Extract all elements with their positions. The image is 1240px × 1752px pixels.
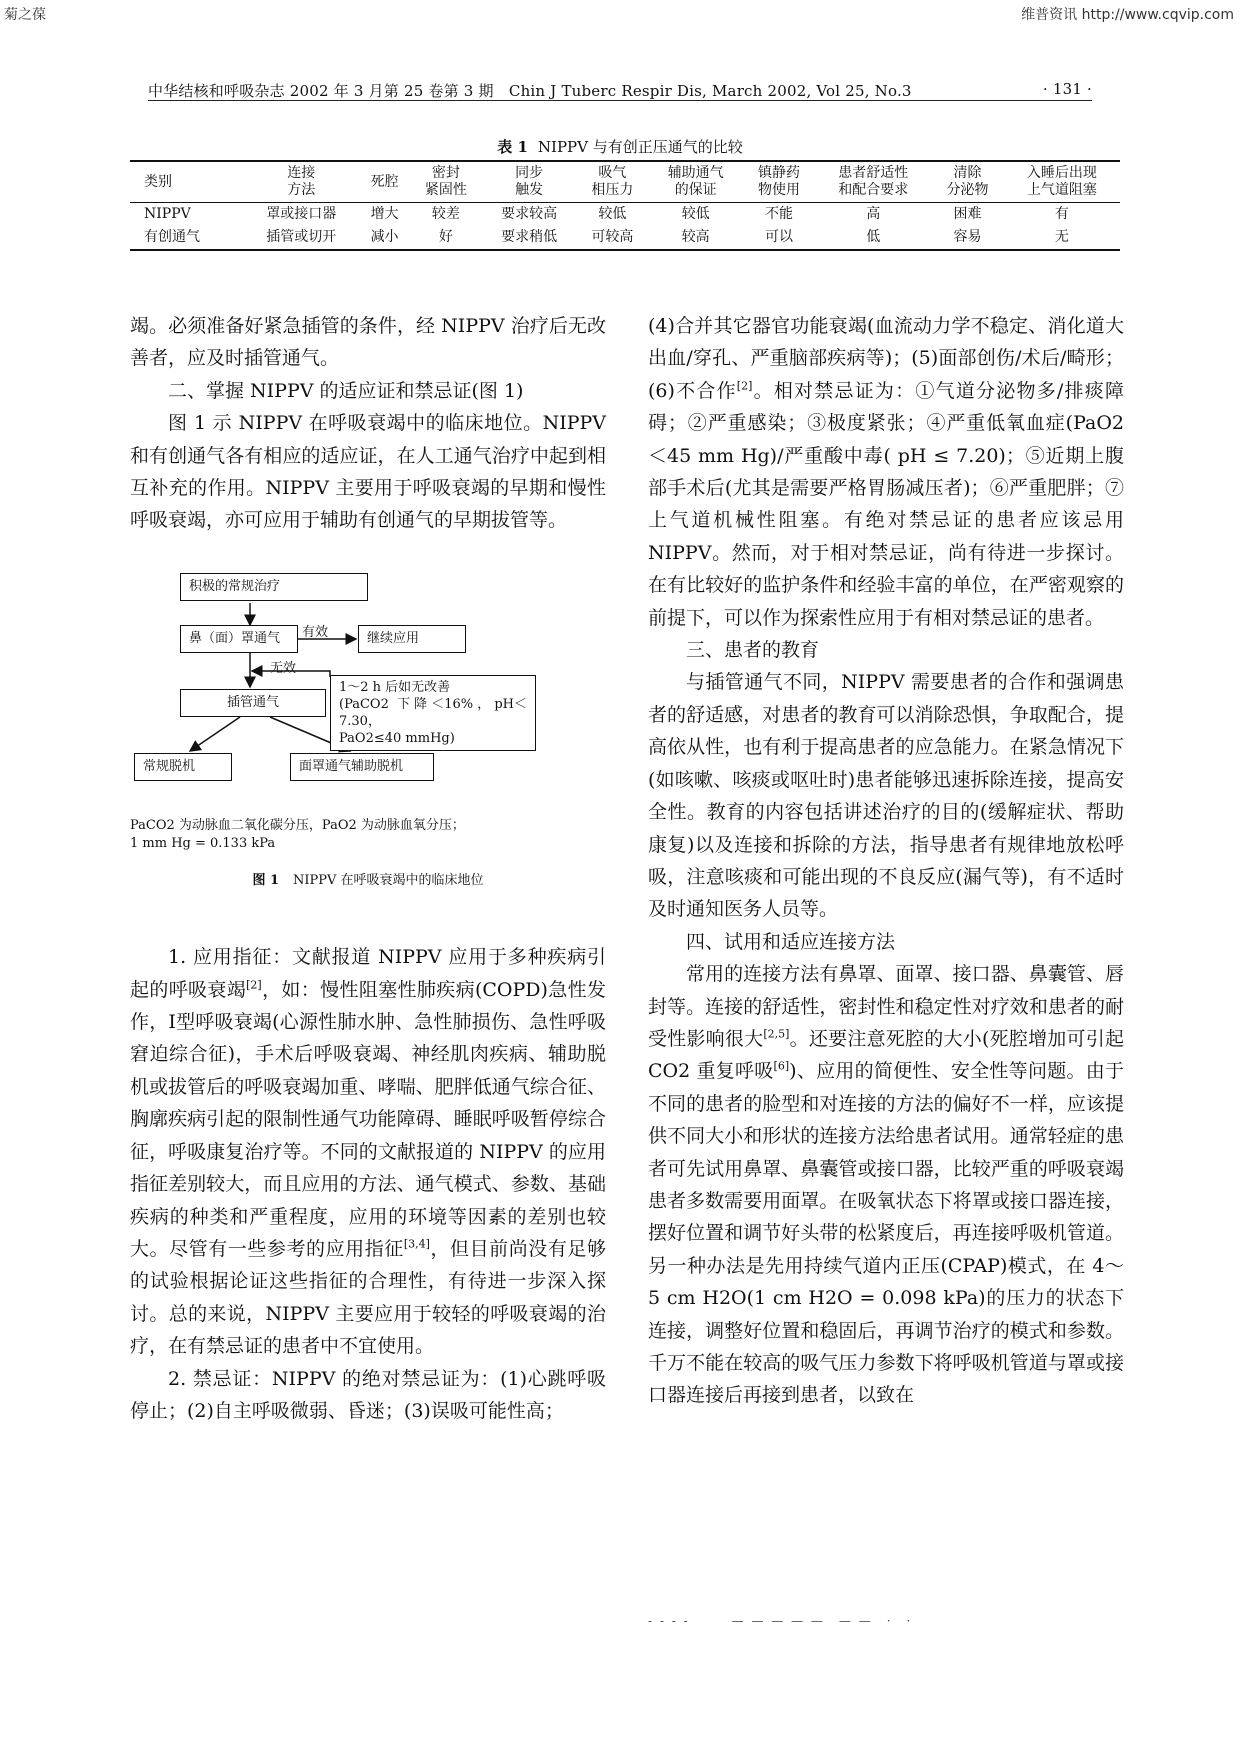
table-title: NIPPV 与有创正压通气的比较 (537, 138, 743, 156)
text: 。相对禁忌证为：①气道分泌物多/排痰障碍；②严重感染；③极度紧张；④严重低氧血症(PaO2＜45 mm Hg)/严重酸中毒( pH ≤ 7.20)；⑤近期上腹部手术后(尤其是需要严格胃肠减压者)；⑥严重肥胖；⑦上气道机械性阻塞。有绝对禁忌证的患者应该忌用 NIPPV。然而，对于相对禁忌证，尚有待进一步探讨。在有比较好的监护条件和经验丰富的单位，在严密观察的前提下，可以作为探索性应用于有相对禁忌证的患者。 (648, 379, 1124, 629)
table-caption (0, 136, 1240, 157)
table-cell: 较高 (649, 226, 743, 250)
note-line-1: PaCO2 为动脉血二氧化碳分压，PaO2 为动脉血氧分压； (130, 817, 465, 833)
paragraph-indications (130, 941, 606, 1362)
table-cell: 要求稍低 (482, 226, 576, 250)
table-header-row (130, 161, 1120, 203)
citation: [2] (246, 978, 262, 992)
table-cell: 要求较高 (501, 206, 558, 222)
box-conventional-therapy: 积极的常规治疗 (180, 573, 368, 601)
table-header-cell: 清除 分泌物 (931, 161, 1003, 203)
paragraph (648, 310, 1124, 634)
text: ，如：慢性阻塞性肺疾病(COPD)急性发作，Ⅰ型呼吸衰竭(心源性肺水肿、急性肺损伤、急性呼吸窘迫综合征)，手术后呼吸衰竭、神经肌肉疾病、辅助脱机或拔管后的呼吸衰竭加重、哮喘、肥胖低通气综合征、胸廓疾病引起的限制性通气功能障碍、睡眠呼吸暂停综合征，呼吸康复治疗等。不同的文献报道的 NIPPV 的应用指征差别较大，而且应用的方法、通气模式、参数、基础疾病的种类和严重程度，应用的环境等因素的差别也较大。尽管有一些参考的应用指征 (130, 978, 606, 1260)
figure-caption (130, 865, 606, 897)
table-cell: 罩或接口器 (266, 206, 337, 222)
figure-number: 图 1 (252, 872, 280, 888)
figure-1 (130, 567, 606, 897)
table-cell: 较低 (681, 206, 710, 222)
section-heading: 四、试用和适应连接方法 (686, 930, 896, 953)
table-cell: 较差 (431, 206, 460, 222)
text: 常用的连接方法有鼻罩、面罩、接口器、鼻囊管、唇封等。连接的舒适性，密封性和稳定性对疗效和患者的耐受性影响很大 (648, 963, 1124, 1050)
table-cell: 低 (815, 226, 931, 250)
table-header-cell: 死腔 (359, 161, 409, 203)
section-heading: 二、掌握 NIPPV 的适应证和禁忌证(图 1) (168, 379, 524, 402)
table-header-cell: 同步 触发 (482, 161, 576, 203)
flowchart (130, 567, 606, 803)
cond-line-2: (PaCO2 下降＜16%，pH＜7.30， (339, 696, 527, 729)
table-header-cell: 吸气 相压力 (576, 161, 648, 203)
journal-info: 中华结核和呼吸杂志 2002 年 3 月第 25 卷第 3 期 Chin J Tuberc Respir Dis, March 2002, Vol 25, No.3 (148, 82, 912, 100)
table-cell: 减小 (359, 226, 409, 250)
left-column (130, 310, 606, 1427)
cond-line-1: 1～2 h 后如无改善 (339, 679, 451, 695)
comparison-table (130, 160, 1120, 251)
table-row (130, 226, 1120, 250)
citation: [6] (773, 1060, 790, 1074)
running-head (148, 80, 1092, 101)
paragraph-contraindications: 2. 禁忌证：NIPPV 的绝对禁忌证为：(1)心跳呼吸停止；(2)自主呼吸微弱、昏迷；(3)误吸可能性高； (130, 1367, 606, 1422)
table-cell: 有创通气 (130, 226, 243, 250)
table-cell: 不能 (764, 206, 793, 222)
table-header-cell: 辅助通气 的保证 (649, 161, 743, 203)
table-cell: 较低 (598, 206, 627, 222)
table-cell: 增大 (370, 206, 399, 222)
table-cell: 高 (866, 206, 881, 222)
watermark-right: 维普资讯 http://www.cqvip.com (1021, 7, 1234, 23)
figure-title: NIPPV 在呼吸衰竭中的临床地位 (293, 872, 484, 888)
citation: [2] (736, 379, 753, 393)
page-number: · 131 · (1042, 80, 1092, 98)
text: ，但目前尚没有足够的试验根据论证这些指征的合理性，有待进一步深入探讨。总的来说，NIPPV 主要应用于较轻的呼吸衰竭的治疗，在有禁忌证的患者中不宜使用。 (130, 1237, 606, 1358)
box-intubation: 插管通气 (180, 689, 326, 717)
table-cell: 好 (410, 226, 482, 250)
box-condition (330, 675, 536, 751)
table-cell: 有 (1054, 206, 1069, 222)
paragraph (648, 958, 1124, 1412)
table-cell: 容易 (931, 226, 1003, 250)
box-mask-weaning: 面罩通气辅助脱机 (290, 753, 434, 781)
table-header-cell: 镇静药 物使用 (743, 161, 815, 203)
box-weaning: 常规脱机 (134, 753, 232, 781)
arrow-to-wean (190, 717, 240, 751)
table-header-cell: 连接 方法 (243, 161, 359, 203)
box-continue: 继续应用 (358, 625, 466, 653)
table-cell: 困难 (953, 206, 982, 222)
table-header-cell: 类别 (130, 161, 243, 203)
table-body (130, 203, 1120, 251)
box-mask-ventilation: 鼻（面）罩通气 (180, 625, 298, 653)
watermark-left: 菊之葆 (4, 7, 46, 23)
figure-note (130, 817, 606, 853)
table-header-cell: 患者舒适性 和配合要求 (815, 161, 931, 203)
label-ineffective: 无效 (270, 660, 297, 676)
note-line-2: 1 mm Hg = 0.133 kPa (130, 835, 276, 851)
table-cell: 可以 (743, 226, 815, 250)
table-cell: 无 (1004, 226, 1120, 250)
table-header-cell: 入睡后出现 上气道阻塞 (1004, 161, 1120, 203)
table-header-cell: 密封 紧固性 (410, 161, 482, 203)
label-effective: 有效 (302, 624, 329, 640)
right-column (648, 310, 1124, 1412)
table-cell: 插管或切开 (243, 226, 359, 250)
bottom-marks: - - - - — — — — — — — · · (648, 1614, 913, 1628)
header-rule (148, 100, 1092, 101)
section-heading: 三、患者的教育 (686, 639, 820, 662)
table-cell: 可较高 (576, 226, 648, 250)
table-number: 表 1 (497, 138, 528, 156)
paragraph: 与插管通气不同，NIPPV 需要患者的合作和强调患者的舒适感，对患者的教育可以消除恐惧，争取配合，提高依从性，也有利于提高患者的应急能力。在紧急情况下(如咳嗽、咳痰或呕吐时)患者能够迅速拆除连接，提高安全性。教育的内容包括讲述治疗的目的(缓解症状、帮助康复)以及连接和拆除的方法，指导患者有规律地放松呼吸，注意咳痰和可能出现的不良反应(漏气等)，有不适时及时通知医务人员等。 (648, 671, 1124, 921)
table-row (130, 203, 1120, 227)
text: 。还要注意死腔的大小(死腔增加可引起 CO2 重复呼吸 (648, 1027, 1124, 1083)
citation: [2,5] (763, 1027, 790, 1041)
cond-line-3: PaO2≤40 mmHg) (339, 730, 455, 746)
citation: [3,4] (403, 1237, 430, 1251)
text: 1. 应用指征：文献报道 NIPPV 应用于多种疾病引起的呼吸衰竭 (130, 946, 606, 1001)
text: (4)合并其它器官功能衰竭(血流动力学不稳定、消化道大出血/穿孔、严重脑部疾病等)；(5)面部创伤/术后/畸形；(6)不合作 (648, 315, 1124, 402)
text: )、应用的简便性、安全性等问题。由于不同的患者的脸型和对连接的方法的偏好不一样，应该提供不同大小和形状的连接方法给患者试用。通常轻症的患者可先试用鼻罩、鼻囊管或接口器，比较严重的呼吸衰竭患者多数需要用面罩。在吸氧状态下将罩或接口器连接，摆好位置和调节好头带的松紧度后，再连接呼吸机管道。另一种办法是先用持续气道内正压(CPAP)模式，在 4～5 cm H2O(1 cm H2O = 0.098 kPa)的压力的状态下连接，调整好位置和稳固后，再调节治疗的模式和参数。千万不能在较高的吸气压力参数下将呼吸机管道与罩或接口器连接后再接到患者，以致在 (648, 1060, 1124, 1407)
paragraph: 图 1 示 NIPPV 在呼吸衰竭中的临床地位。NIPPV 和有创通气各有相应的适应证，在人工通气治疗中起到相互补充的作用。NIPPV 主要用于呼吸衰竭的早期和慢性呼吸衰竭，亦可应用于辅助有创通气的早期拔管等。 (130, 412, 606, 532)
paragraph: 竭。必须准备好紧急插管的条件，经 NIPPV 治疗后无改善者，应及时插管通气。 (130, 315, 606, 370)
table-cell: NIPPV (144, 206, 191, 222)
